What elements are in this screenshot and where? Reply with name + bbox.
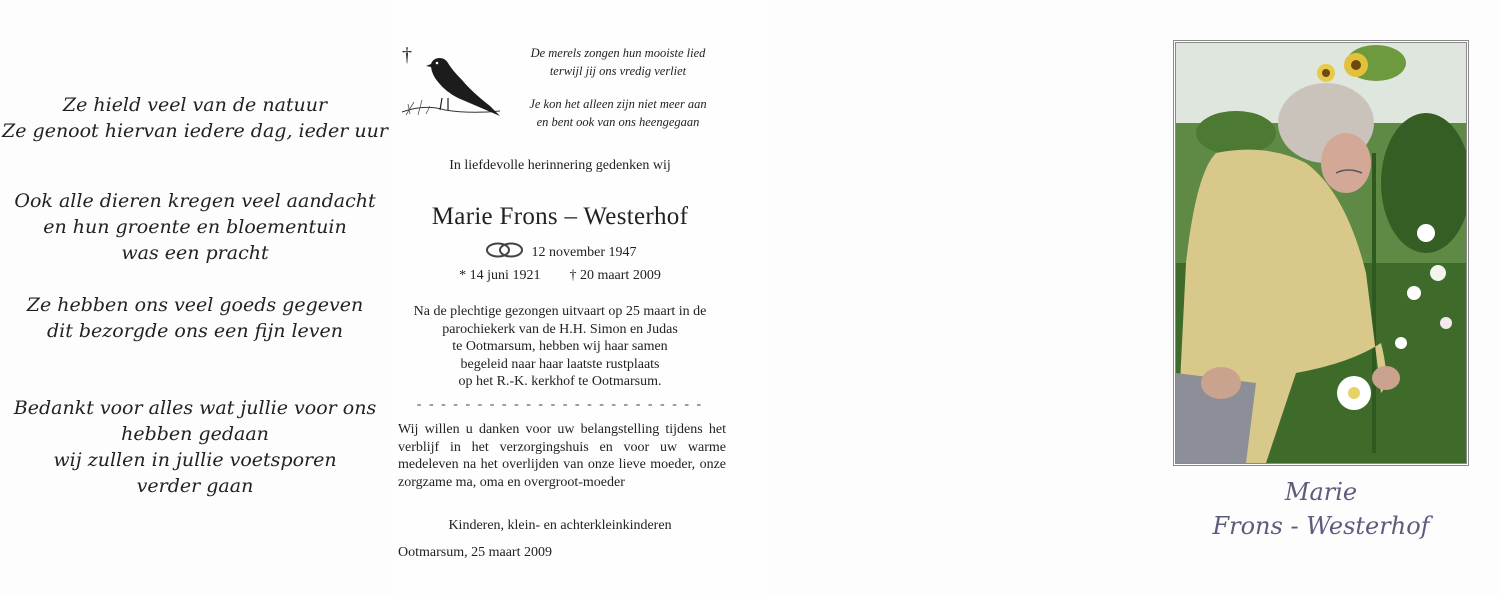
verse-line: Je kon het alleen zijn niet meer aan bbox=[529, 97, 707, 111]
photo-garden-image bbox=[1176, 43, 1466, 463]
notice-line: te Ootmarsum, hebben wij haar samen bbox=[452, 339, 668, 354]
middle-panel bbox=[390, 0, 770, 595]
poem-stanza-3 bbox=[0, 292, 390, 344]
poem-line: Ze hebben ons veel goeds gegeven bbox=[26, 294, 364, 316]
verse-line: en bent ook van ons heengegaan bbox=[536, 115, 700, 129]
poem-line: hebben gedaan bbox=[121, 423, 269, 445]
poem-line: wij zullen in jullie voetsporen bbox=[53, 449, 337, 471]
blackbird-icon bbox=[400, 52, 510, 120]
notice-line: Na de plechtige gezongen uitvaart op 25 maart in de bbox=[413, 304, 707, 319]
place-date: Ootmarsum, 25 maart 2009 bbox=[398, 545, 552, 560]
intro-text: In liefdevolle herinnering gedenken wij bbox=[449, 158, 671, 173]
deceased-name: Marie Frons – Westerhof bbox=[431, 203, 689, 230]
verse-line: terwijl jij ons vredig verliet bbox=[549, 64, 687, 78]
verse-1 bbox=[508, 44, 728, 80]
caption-first-name: Marie bbox=[1284, 478, 1358, 506]
divider: - - - - - - - - - - - - - - - - - - - - - - - - bbox=[416, 397, 704, 412]
poem-line: Ze genoot hiervan iedere dag, ieder uur bbox=[2, 120, 388, 142]
wedding-line bbox=[390, 241, 730, 261]
right-panel bbox=[770, 0, 1500, 595]
poem-line: verder gaan bbox=[136, 475, 254, 497]
notice-line: op het R.-K. kerkhof te Ootmarsum. bbox=[458, 374, 662, 389]
poem-line: was een pracht bbox=[121, 242, 269, 264]
poem-line: Bedankt voor alles wat jullie voor ons bbox=[13, 397, 377, 419]
death-date: † 20 maart 2009 bbox=[569, 268, 661, 283]
poem-stanza-4 bbox=[0, 395, 390, 499]
poem-line: dit bezorgde ons een fijn leven bbox=[46, 320, 344, 342]
left-panel bbox=[0, 0, 390, 595]
thanks-text: Wij willen u danken voor uw belangstelling tijdens het verblijf in het verzorgingshuis en voor uw warme medeleven na het overlijden van onze lieve moeder, onze zorgzame ma, oma en overgroot-moeder bbox=[398, 422, 726, 490]
poem-stanza-2 bbox=[0, 188, 390, 266]
caption-full-name: Frons - Westerhof bbox=[1212, 512, 1430, 540]
funeral-notice bbox=[390, 303, 730, 391]
verse-2 bbox=[508, 95, 728, 131]
poem-stanza-1 bbox=[0, 92, 390, 144]
poem-line: en hun groente en bloementuin bbox=[43, 216, 347, 238]
birth-date: * 14 juni 1921 bbox=[459, 268, 541, 283]
verse-line: De merels zongen hun mooiste lied bbox=[530, 46, 706, 60]
life-dates bbox=[390, 268, 730, 284]
wedding-date: 12 november 1947 bbox=[531, 245, 637, 260]
poem-line: Ook alle dieren kregen veel aandacht bbox=[14, 190, 376, 212]
notice-line: begeleid naar haar laatste rustplaats bbox=[460, 356, 660, 372]
notice-line: parochiekerk van de H.H. Simon en Judas bbox=[442, 321, 678, 337]
portrait-photo bbox=[1173, 40, 1469, 466]
signature: Kinderen, klein- en achterkleinkinderen bbox=[448, 518, 672, 533]
poem-line: Ze hield veel van de natuur bbox=[62, 94, 328, 116]
cross-icon: † bbox=[402, 44, 412, 66]
wedding-rings-icon bbox=[484, 241, 526, 259]
